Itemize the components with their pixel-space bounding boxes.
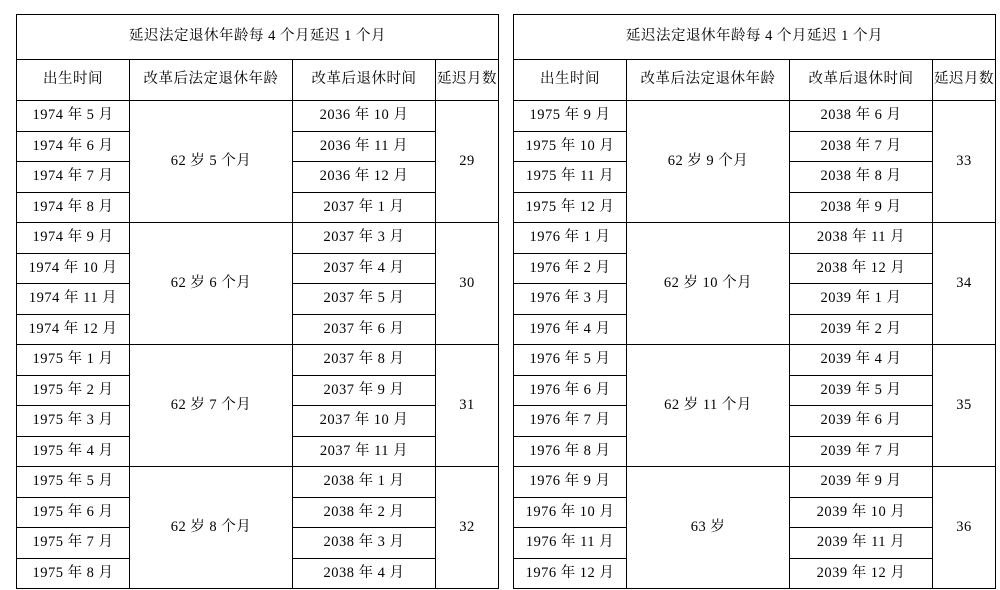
delay-months-cell: 35 xyxy=(933,345,996,467)
retirement-date-cell: 2039 年 6 月 xyxy=(790,406,933,437)
birth-date-cell: 1976 年 9 月 xyxy=(514,467,627,498)
retirement-date-cell: 2037 年 5 月 xyxy=(293,284,436,315)
retirement-age-cell: 62 岁 7 个月 xyxy=(130,345,293,467)
birth-date-cell: 1975 年 4 月 xyxy=(17,436,130,467)
retirement-date-cell: 2039 年 4 月 xyxy=(790,345,933,376)
delay-months-cell: 30 xyxy=(436,223,499,345)
column-header-retirement-age: 改革后法定退休年龄 xyxy=(130,60,293,101)
birth-date-cell: 1976 年 11 月 xyxy=(514,528,627,559)
table-title: 延迟法定退休年龄每 4 个月延迟 1 个月 xyxy=(17,15,499,60)
birth-date-cell: 1975 年 1 月 xyxy=(17,345,130,376)
table-row xyxy=(514,345,996,376)
delay-months-cell: 34 xyxy=(933,223,996,345)
birth-date-cell: 1975 年 12 月 xyxy=(514,192,627,223)
retirement-date-cell: 2036 年 11 月 xyxy=(293,131,436,162)
birth-date-cell: 1976 年 6 月 xyxy=(514,375,627,406)
delay-months-cell: 33 xyxy=(933,101,996,223)
retirement-age-cell: 62 岁 9 个月 xyxy=(627,101,790,223)
retirement-date-cell: 2039 年 2 月 xyxy=(790,314,933,345)
birth-date-cell: 1975 年 2 月 xyxy=(17,375,130,406)
retirement-age-cell: 63 岁 xyxy=(627,467,790,589)
table-header-row xyxy=(514,60,996,101)
birth-date-cell: 1975 年 9 月 xyxy=(514,101,627,132)
birth-date-cell: 1975 年 10 月 xyxy=(514,131,627,162)
birth-date-cell: 1975 年 6 月 xyxy=(17,497,130,528)
column-header-delay-months: 延迟月数 xyxy=(933,60,996,101)
retirement-date-cell: 2037 年 1 月 xyxy=(293,192,436,223)
retirement-age-cell: 62 岁 8 个月 xyxy=(130,467,293,589)
retirement-date-cell: 2039 年 5 月 xyxy=(790,375,933,406)
retirement-date-cell: 2038 年 2 月 xyxy=(293,497,436,528)
table-row xyxy=(17,467,499,498)
retirement-date-cell: 2038 年 4 月 xyxy=(293,558,436,589)
birth-date-cell: 1976 年 5 月 xyxy=(514,345,627,376)
birth-date-cell: 1974 年 5 月 xyxy=(17,101,130,132)
retirement-date-cell: 2038 年 9 月 xyxy=(790,192,933,223)
retirement-date-cell: 2037 年 11 月 xyxy=(293,436,436,467)
retirement-date-cell: 2039 年 9 月 xyxy=(790,467,933,498)
delay-months-cell: 32 xyxy=(436,467,499,589)
table-title: 延迟法定退休年龄每 4 个月延迟 1 个月 xyxy=(514,15,996,60)
retirement-table-right xyxy=(513,14,996,589)
retirement-table-left xyxy=(16,14,499,589)
birth-date-cell: 1974 年 6 月 xyxy=(17,131,130,162)
birth-date-cell: 1976 年 1 月 xyxy=(514,223,627,254)
table-row xyxy=(514,101,996,132)
birth-date-cell: 1974 年 7 月 xyxy=(17,162,130,193)
retirement-age-cell: 62 岁 10 个月 xyxy=(627,223,790,345)
retirement-date-cell: 2039 年 10 月 xyxy=(790,497,933,528)
retirement-schedule-tables xyxy=(16,14,994,581)
birth-date-cell: 1975 年 5 月 xyxy=(17,467,130,498)
column-header-birth: 出生时间 xyxy=(514,60,627,101)
birth-date-cell: 1974 年 8 月 xyxy=(17,192,130,223)
retirement-date-cell: 2038 年 11 月 xyxy=(790,223,933,254)
column-header-retirement-date: 改革后退休时间 xyxy=(790,60,933,101)
retirement-date-cell: 2036 年 10 月 xyxy=(293,101,436,132)
birth-date-cell: 1975 年 11 月 xyxy=(514,162,627,193)
retirement-date-cell: 2038 年 7 月 xyxy=(790,131,933,162)
birth-date-cell: 1976 年 7 月 xyxy=(514,406,627,437)
retirement-date-cell: 2039 年 11 月 xyxy=(790,528,933,559)
birth-date-cell: 1976 年 10 月 xyxy=(514,497,627,528)
retirement-date-cell: 2037 年 10 月 xyxy=(293,406,436,437)
birth-date-cell: 1974 年 10 月 xyxy=(17,253,130,284)
retirement-date-cell: 2038 年 6 月 xyxy=(790,101,933,132)
birth-date-cell: 1974 年 11 月 xyxy=(17,284,130,315)
birth-date-cell: 1976 年 12 月 xyxy=(514,558,627,589)
retirement-age-cell: 62 岁 11 个月 xyxy=(627,345,790,467)
delay-months-cell: 29 xyxy=(436,101,499,223)
table-row xyxy=(514,467,996,498)
birth-date-cell: 1975 年 8 月 xyxy=(17,558,130,589)
retirement-date-cell: 2039 年 1 月 xyxy=(790,284,933,315)
column-header-retirement-age: 改革后法定退休年龄 xyxy=(627,60,790,101)
retirement-date-cell: 2037 年 3 月 xyxy=(293,223,436,254)
retirement-date-cell: 2038 年 1 月 xyxy=(293,467,436,498)
birth-date-cell: 1974 年 12 月 xyxy=(17,314,130,345)
birth-date-cell: 1976 年 2 月 xyxy=(514,253,627,284)
retirement-date-cell: 2038 年 12 月 xyxy=(790,253,933,284)
retirement-date-cell: 2037 年 6 月 xyxy=(293,314,436,345)
delay-months-cell: 31 xyxy=(436,345,499,467)
table-row xyxy=(17,345,499,376)
retirement-date-cell: 2037 年 8 月 xyxy=(293,345,436,376)
retirement-date-cell: 2038 年 8 月 xyxy=(790,162,933,193)
birth-date-cell: 1974 年 9 月 xyxy=(17,223,130,254)
retirement-date-cell: 2039 年 12 月 xyxy=(790,558,933,589)
delay-months-cell: 36 xyxy=(933,467,996,589)
retirement-date-cell: 2037 年 4 月 xyxy=(293,253,436,284)
birth-date-cell: 1976 年 3 月 xyxy=(514,284,627,315)
column-header-birth: 出生时间 xyxy=(17,60,130,101)
retirement-age-cell: 62 岁 5 个月 xyxy=(130,101,293,223)
table-header-row xyxy=(17,60,499,101)
retirement-date-cell: 2039 年 7 月 xyxy=(790,436,933,467)
column-header-delay-months: 延迟月数 xyxy=(436,60,499,101)
table-row xyxy=(17,223,499,254)
retirement-date-cell: 2037 年 9 月 xyxy=(293,375,436,406)
table-row xyxy=(17,101,499,132)
birth-date-cell: 1976 年 8 月 xyxy=(514,436,627,467)
retirement-age-cell: 62 岁 6 个月 xyxy=(130,223,293,345)
birth-date-cell: 1975 年 7 月 xyxy=(17,528,130,559)
retirement-date-cell: 2038 年 3 月 xyxy=(293,528,436,559)
birth-date-cell: 1975 年 3 月 xyxy=(17,406,130,437)
table-title-row xyxy=(17,15,499,60)
birth-date-cell: 1976 年 4 月 xyxy=(514,314,627,345)
table-title-row xyxy=(514,15,996,60)
retirement-date-cell: 2036 年 12 月 xyxy=(293,162,436,193)
column-header-retirement-date: 改革后退休时间 xyxy=(293,60,436,101)
table-row xyxy=(514,223,996,254)
